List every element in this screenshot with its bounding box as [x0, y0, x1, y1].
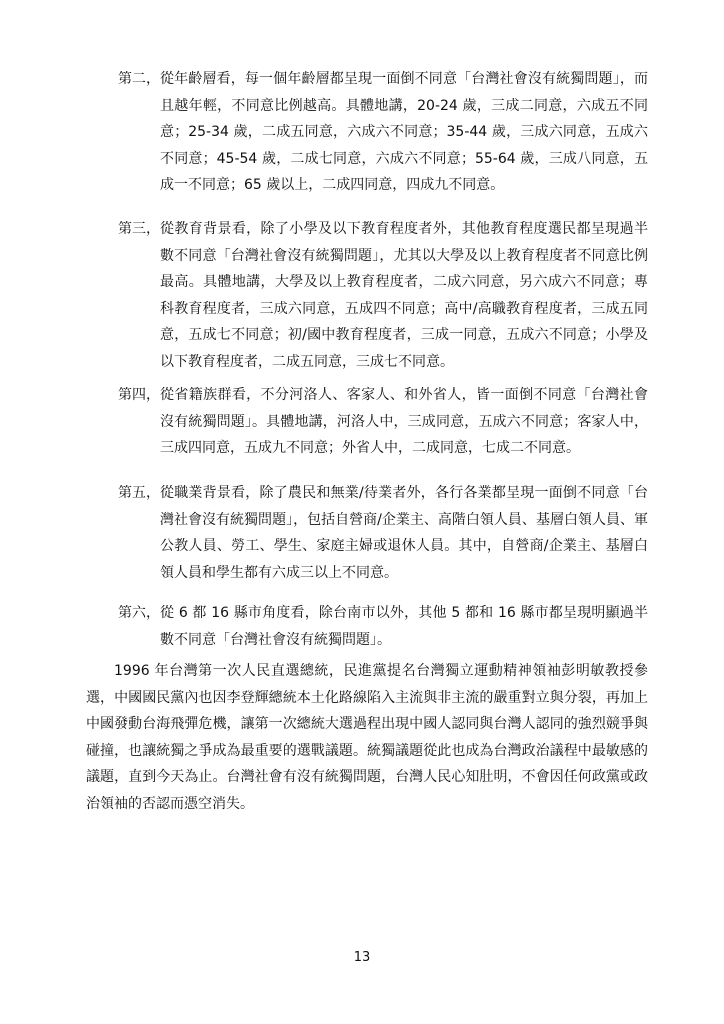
point-text: 從省籍族群看，不分河洛人、客家人、和外省人，皆一面倒不同意「台灣社會沒有統獨問題」。具體地講，河洛人中，三成同意，五成六不同意；客家人中，三成四同意，五成九不同意；外省人中，二成同意，七成二不同意。: [160, 387, 648, 456]
page-number: 13: [353, 950, 371, 965]
point-text: 從教育背景看，除了小學及以下教育程度者外，其他教育程度選民都呈現過半數不同意「台灣社會沒有統獨問題」，尤其以大學及以上教育程度者不同意比例最高。具體地講，大學及以上教育程度者，二成六同意，另六成六不同意；專科教育程度者，三成六同意，五成四不同意；高中/高職教育程度者，三成五同意，五成七不同意；初/國中教育程度者，三成一同意，五成六不同意；小學及以下教育程度者，二成五同意，三成七不同意。: [160, 221, 648, 370]
point-text: 從 6 都 16 縣市角度看，除台南市以外，其他 5 都和 16 縣市都呈現明顯過半數不同意「台灣社會沒有統獨問題」。: [160, 605, 648, 648]
point-label: 第四，: [118, 387, 160, 403]
point-third: [118, 216, 648, 375]
point-label: 第二，: [118, 71, 160, 87]
point-fourth: [118, 382, 648, 462]
point-sixth: [118, 600, 648, 653]
point-label: 第六，: [118, 605, 160, 621]
closing-paragraph: 1996 年台灣第一次人民直選總統，民進黨提名台灣獨立運動精神領袖彭明敏教授參選，中國國民黨內也因李登輝總統本土化路線陷入主流與非主流的嚴重對立與分裂，再加上中國發動台海飛彈危機，讓第一次總統大選過程出現中國人認同與台灣人認同的強烈競爭與碰撞，也讓統獨之爭成為最重要的選戰議題。統獨議題從此也成為台灣政治議程中最敏感的議題，直到今天為止。台灣社會有沒有統獨問題，台灣人民心知肚明，不會因任何政黨或政治領袖的否認而憑空消失。: [86, 663, 648, 812]
point-fifth: [118, 480, 648, 586]
point-text: 從年齡層看，每一個年齡層都呈現一面倒不同意「台灣社會沒有統獨問題」，而且越年輕，不同意比例越高。具體地講，20-24 歲，三成二同意，六成五不同意；25-34 歲，二成五同意，六成六不同意；35-44 歲，三成六同意，五成六不同意；45-54 歲，二成七同意，六成六不同意；55-64 歲，三成八同意，五成一不同意；65 歲以上，二成四同意，四成九不同意。: [160, 71, 648, 193]
point-second: [118, 66, 648, 199]
point-text: 從職業背景看，除了農民和無業/待業者外，各行各業都呈現一面倒不同意「台灣社會沒有統獨問題」，包括自營商/企業主、高階白領人員、基層白領人員、軍公教人員、勞工、學生、家庭主婦或退休人員。其中，自營商/企業主、基層白領人員和學生都有六成三以上不同意。: [160, 485, 648, 581]
point-label: 第三，: [118, 221, 160, 237]
point-label: 第五，: [118, 485, 160, 501]
